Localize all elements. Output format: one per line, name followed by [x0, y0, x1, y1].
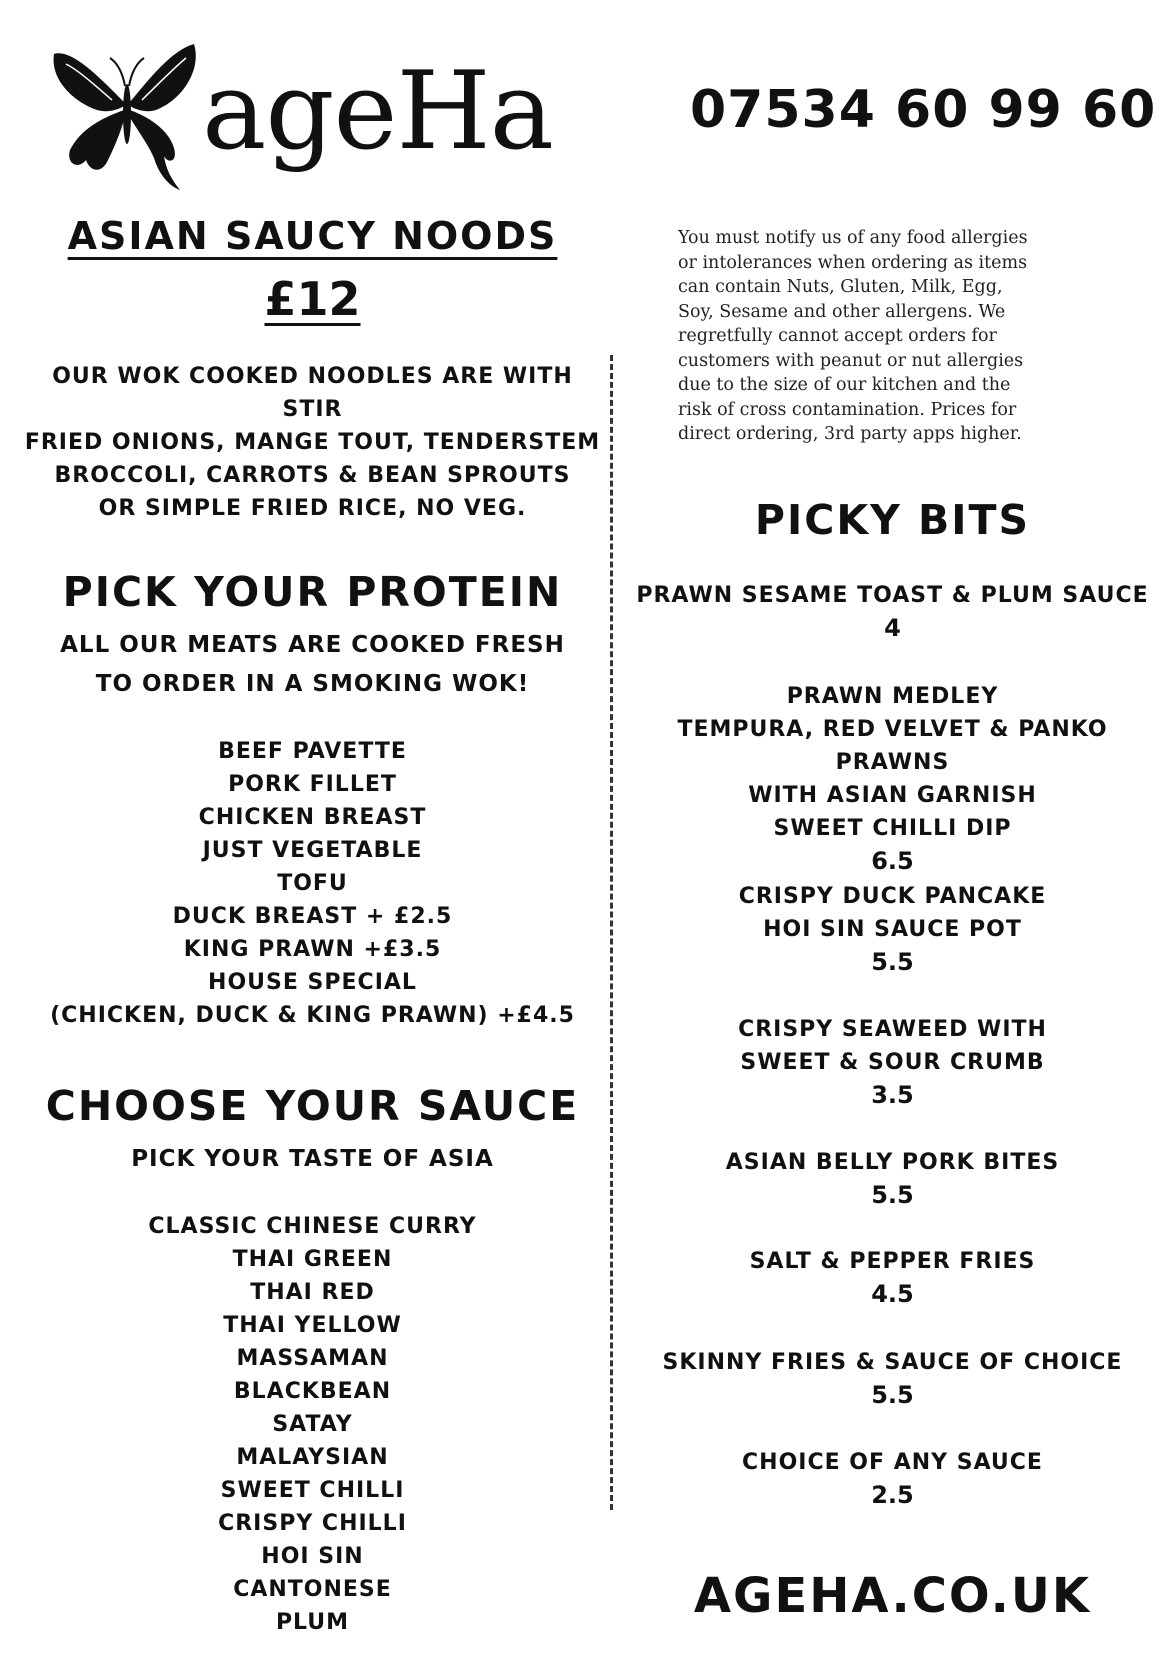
protein-option[interactable]: JUST VEGETABLE: [202, 838, 423, 863]
main-dish-price: £12: [264, 272, 361, 326]
sauce-option[interactable]: SATAY: [272, 1412, 353, 1437]
brand-logo: [52, 40, 572, 190]
allergy-notice: [678, 226, 1148, 447]
picky-item-price: 5.5: [871, 1381, 914, 1409]
sauce-option[interactable]: MALAYSIAN: [236, 1445, 389, 1470]
picky-item-price: 5.5: [871, 1181, 914, 1209]
sauce-option[interactable]: BLACKBEAN: [233, 1379, 392, 1404]
picky-item-name: SALT & PEPPER FRIES: [749, 1249, 1036, 1274]
sauce-option[interactable]: THAI YELLOW: [223, 1313, 402, 1338]
picky-item-detail: HOI SIN SAUCE POT: [763, 917, 1022, 942]
picky-item-detail: WITH ASIAN GARNISH: [748, 783, 1037, 808]
picky-item-price: 4.5: [871, 1280, 914, 1308]
allergy-line: Soy, Sesame and other allergens. We: [678, 301, 1006, 322]
main-dish-title: ASIAN SAUCY NOODS: [67, 214, 558, 258]
sauce-list: [20, 1210, 605, 1639]
sauce-option[interactable]: HOI SIN: [261, 1544, 364, 1569]
description-line: BROCCOLI, CARROTS & BEAN SPROUTS: [54, 463, 571, 488]
picky-bits-title: PICKY BITS: [754, 496, 1031, 544]
sauce-option[interactable]: THAI GREEN: [232, 1247, 393, 1272]
allergy-line: customers with peanut or nut allergies: [678, 350, 1024, 371]
sauce-option[interactable]: CLASSIC CHINESE CURRY: [148, 1214, 477, 1239]
allergy-line: due to the size of our kitchen and the: [678, 375, 1011, 395]
protein-option[interactable]: CHICKEN BREAST: [198, 805, 427, 830]
picky-item[interactable]: [625, 1013, 1160, 1111]
protein-subtitle-line: ALL OUR MEATS ARE COOKED FRESH: [60, 632, 565, 658]
picky-item[interactable]: [625, 579, 1160, 644]
brand-wordmark: ageHa: [202, 49, 554, 174]
sauce-option[interactable]: SWEET CHILLI: [220, 1478, 405, 1503]
protein-subtitle-line: TO ORDER IN A SMOKING WOK!: [95, 671, 530, 697]
allergy-line: can contain Nuts, Gluten, Milk, Egg,: [678, 277, 1003, 297]
picky-item-name: PRAWN MEDLEY: [786, 684, 999, 709]
butterfly-icon: [52, 40, 202, 190]
sauce-option[interactable]: PLUM: [275, 1610, 350, 1635]
allergy-line: regretfully cannot accept orders for: [678, 326, 997, 346]
picky-item-detail: SWEET & SOUR CRUMB: [740, 1050, 1045, 1075]
picky-item-price: 3.5: [871, 1081, 914, 1109]
phone-number[interactable]: 07534 60 99 60: [690, 80, 1157, 140]
sauce-subtitle: PICK YOUR TASTE OF ASIA: [131, 1146, 494, 1172]
picky-item-name: SKINNY FRIES & SAUCE OF CHOICE: [662, 1350, 1123, 1375]
sauce-option[interactable]: CANTONESE: [233, 1577, 392, 1602]
sauce-option[interactable]: MASSAMAN: [236, 1346, 389, 1371]
sauce-option[interactable]: CRISPY CHILLI: [218, 1511, 407, 1536]
picky-item-name: CRISPY SEAWEED WITH: [738, 1017, 1047, 1042]
picky-item[interactable]: [625, 1446, 1160, 1511]
column-divider: [610, 355, 613, 1510]
allergy-line: direct ordering, 3rd party apps higher.: [678, 424, 1022, 444]
allergy-line: You must notify us of any food allergies: [678, 228, 1028, 248]
description-line: OUR WOK COOKED NOODLES ARE WITH STIR: [52, 364, 573, 422]
sauce-title: CHOOSE YOUR SAUCE: [45, 1082, 580, 1130]
picky-item-name: ASIAN BELLY PORK BITES: [725, 1150, 1060, 1175]
picky-item-price: 4: [884, 614, 901, 642]
picky-item[interactable]: [625, 1146, 1160, 1211]
protein-option[interactable]: (CHICKEN, DUCK & KING PRAWN) +£4.5: [50, 1003, 575, 1028]
picky-item-name: CRISPY DUCK PANCAKE: [738, 884, 1047, 909]
picky-item[interactable]: [625, 1245, 1160, 1310]
protein-option[interactable]: TOFU: [277, 871, 348, 896]
protein-option[interactable]: KING PRAWN +£3.5: [183, 937, 442, 962]
protein-option[interactable]: DUCK BREAST + £2.5: [172, 904, 453, 929]
rice-alternative: OR SIMPLE FRIED RICE, NO VEG.: [98, 496, 527, 521]
allergy-line: or intolerances when ordering as items: [678, 252, 1028, 273]
main-dish-description: [20, 360, 605, 492]
website-link[interactable]: AGEHA.CO.UK: [693, 1568, 1092, 1624]
sauce-option[interactable]: THAI RED: [250, 1280, 375, 1305]
picky-item-detail: TEMPURA, RED VELVET & PANKO PRAWNS: [677, 717, 1108, 775]
picky-item[interactable]: [625, 680, 1160, 877]
protein-option[interactable]: PORK FILLET: [228, 772, 397, 797]
picky-item-name: CHOICE OF ANY SAUCE: [742, 1450, 1043, 1475]
picky-item-price: 5.5: [871, 948, 914, 976]
allergy-line: risk of cross contamination. Prices for: [678, 399, 1017, 420]
protein-title: PICK YOUR PROTEIN: [62, 568, 563, 616]
description-line: FRIED ONIONS, MANGE TOUT, TENDERSTEM: [24, 430, 601, 455]
picky-item-detail: SWEET CHILLI DIP: [773, 816, 1012, 841]
picky-item[interactable]: [625, 880, 1160, 978]
protein-list: [20, 735, 605, 1032]
protein-subtitle: [20, 626, 605, 704]
picky-item-price: 6.5: [871, 847, 914, 875]
protein-option[interactable]: BEEF PAVETTE: [218, 739, 407, 764]
picky-item[interactable]: [625, 1346, 1160, 1411]
picky-item-price: 2.5: [871, 1481, 914, 1509]
protein-option[interactable]: HOUSE SPECIAL: [208, 970, 417, 995]
picky-item-name: PRAWN SESAME TOAST & PLUM SAUCE: [636, 583, 1149, 608]
